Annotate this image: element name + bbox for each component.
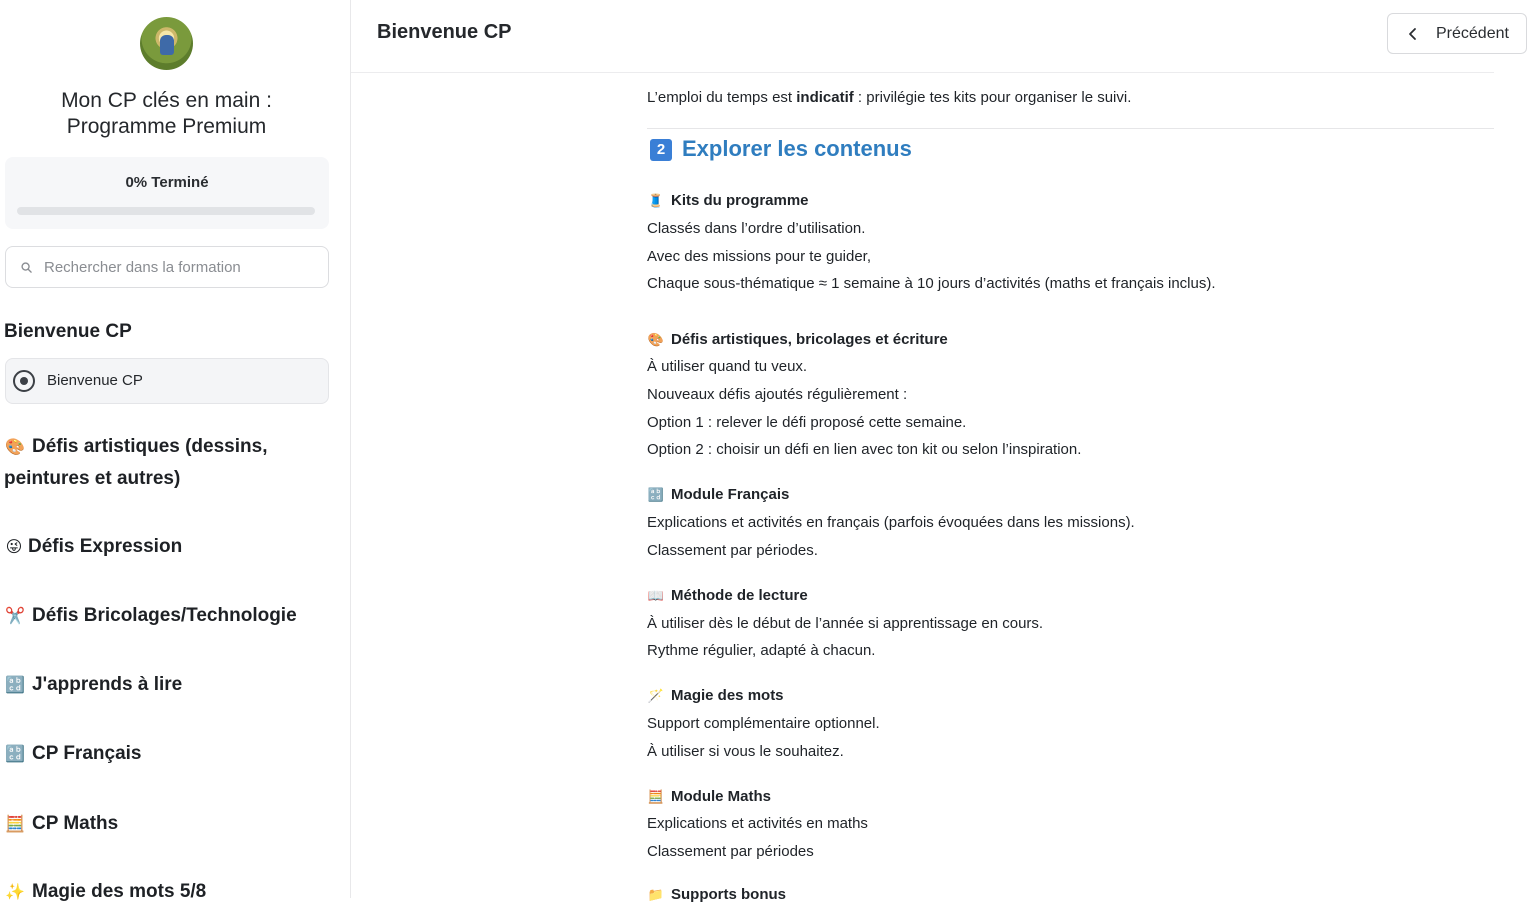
- intro-text: L’emploi du temps est: [647, 89, 797, 106]
- block-line: Option 1 : relever le défi proposé cette semaine.: [647, 414, 967, 431]
- scissors-icon: ✂️: [5, 608, 25, 625]
- block-title-defis: [647, 330, 948, 350]
- section-defis-bricolages[interactable]: [4, 600, 297, 632]
- section-heading: [650, 136, 912, 162]
- section-label: Défis Bricolages/Technologie: [32, 605, 297, 626]
- previous-button[interactable]: [1387, 13, 1527, 54]
- page-title: Bienvenue CP: [377, 21, 512, 43]
- lesson-header: [351, 0, 1509, 73]
- block-title-text: Méthode de lecture: [671, 587, 808, 604]
- abcd-icon: 🔡: [5, 677, 25, 694]
- section-magie-des-mots[interactable]: [4, 876, 206, 908]
- block-line: À utiliser quand tu veux.: [647, 358, 808, 375]
- block-line: Explications et activités en français (parfois évoquées dans les missions).: [647, 514, 1135, 531]
- intro-paragraph: [647, 88, 1131, 108]
- block-title-text: Défis artistiques, bricolages et écriture: [671, 331, 948, 348]
- previous-label: Précédent: [1436, 25, 1509, 42]
- block-title-francais: [647, 485, 789, 505]
- progress-bar: [17, 207, 315, 215]
- block-title-lecture: [647, 586, 808, 606]
- block-title-kits: [647, 191, 809, 211]
- search-box: [5, 246, 329, 288]
- thread-icon: 🧵: [647, 193, 665, 208]
- section-label: CP Français: [32, 743, 142, 764]
- block-title-text: Magie des mots: [671, 687, 784, 704]
- block-line: Chaque sous-thématique ≈ 1 semaine à 10 jours d’activités (maths et français inclus).: [647, 275, 1216, 292]
- block-line: Rythme régulier, adapté à chacun.: [647, 642, 876, 659]
- abcd-icon: 🔡: [647, 487, 665, 502]
- block-line: Explications et activités en maths: [647, 815, 868, 832]
- intro-text-end: : privilégie tes kits pour organiser le suivi.: [853, 89, 1132, 106]
- section-label-line2: peintures et autres): [4, 468, 181, 489]
- intro-bold: indicatif: [796, 89, 854, 106]
- section-cp-maths[interactable]: [4, 808, 118, 840]
- section-cp-francais[interactable]: [4, 738, 141, 770]
- block-title-text: Module Maths: [671, 788, 771, 805]
- block-title-bonus: [647, 885, 786, 905]
- block-title-text: Kits du programme: [671, 192, 809, 209]
- block-line: Classement par périodes.: [647, 542, 818, 559]
- search-input[interactable]: [44, 247, 324, 287]
- progress-label: 0% Terminé: [125, 174, 209, 191]
- section-label: J'apprends à lire: [32, 674, 183, 695]
- magic-wand-icon: 🪄: [647, 688, 665, 703]
- block-line: À utiliser si vous le souhaitez.: [647, 743, 844, 760]
- block-line: À utiliser dès le début de l’année si apprentissage en cours.: [647, 615, 1044, 632]
- search-icon: [21, 262, 32, 273]
- divider: [647, 128, 1494, 129]
- section-defis-expression[interactable]: [4, 531, 182, 563]
- course-title-line1: Mon CP clés en main :: [61, 89, 272, 112]
- course-title: [0, 88, 333, 140]
- folder-icon: 📁: [647, 887, 665, 902]
- course-title-line2: Programme Premium: [66, 115, 267, 138]
- block-line: Option 2 : choisir un défi en lien avec ton kit ou selon l’inspiration.: [647, 441, 1082, 458]
- face-icon: 😜: [5, 539, 23, 556]
- section-label: Défis artistiques (dessins,: [32, 436, 268, 457]
- course-logo: [140, 17, 193, 70]
- abacus-icon: 🧮: [5, 816, 25, 833]
- abcd-icon: 🔡: [5, 746, 25, 763]
- block-title-text: Supports bonus: [671, 886, 786, 903]
- abacus-icon: 🧮: [647, 789, 665, 804]
- block-line: Classés dans l’ordre d’utilisation.: [647, 220, 866, 237]
- block-title-text: Module Français: [671, 486, 790, 503]
- section-label: Magie des mots 5/8: [32, 881, 207, 902]
- block-line: Nouveaux défis ajoutés régulièrement :: [647, 386, 908, 403]
- section-label: CP Maths: [32, 813, 119, 834]
- course-sidebar: [0, 0, 351, 902]
- palette-icon: 🎨: [647, 332, 665, 347]
- palette-icon: 🎨: [5, 439, 25, 456]
- section-japprends-a-lire[interactable]: [4, 669, 182, 701]
- block-line: Classement par périodes: [647, 843, 814, 860]
- book-icon: 📖: [647, 588, 665, 603]
- section-bienvenue[interactable]: Bienvenue CP: [4, 321, 132, 342]
- progress-card: [5, 157, 329, 229]
- block-line: Support complémentaire optionnel.: [647, 715, 880, 732]
- block-line: Avec des missions pour te guider,: [647, 248, 872, 265]
- sparkles-icon: ✨: [5, 884, 25, 901]
- section-heading-text: Explorer les contenus: [682, 136, 912, 161]
- block-title-maths: [647, 787, 771, 807]
- chevron-left-icon: [1408, 28, 1418, 40]
- section-defis-artistiques[interactable]: [4, 431, 267, 494]
- lesson-label: Bienvenue CP: [47, 372, 143, 389]
- number-badge: 2: [650, 139, 672, 161]
- block-title-magie: [647, 686, 784, 706]
- lesson-status-icon: [13, 370, 35, 392]
- lesson-item-current[interactable]: [5, 358, 329, 404]
- section-label: Défis Expression: [28, 536, 183, 557]
